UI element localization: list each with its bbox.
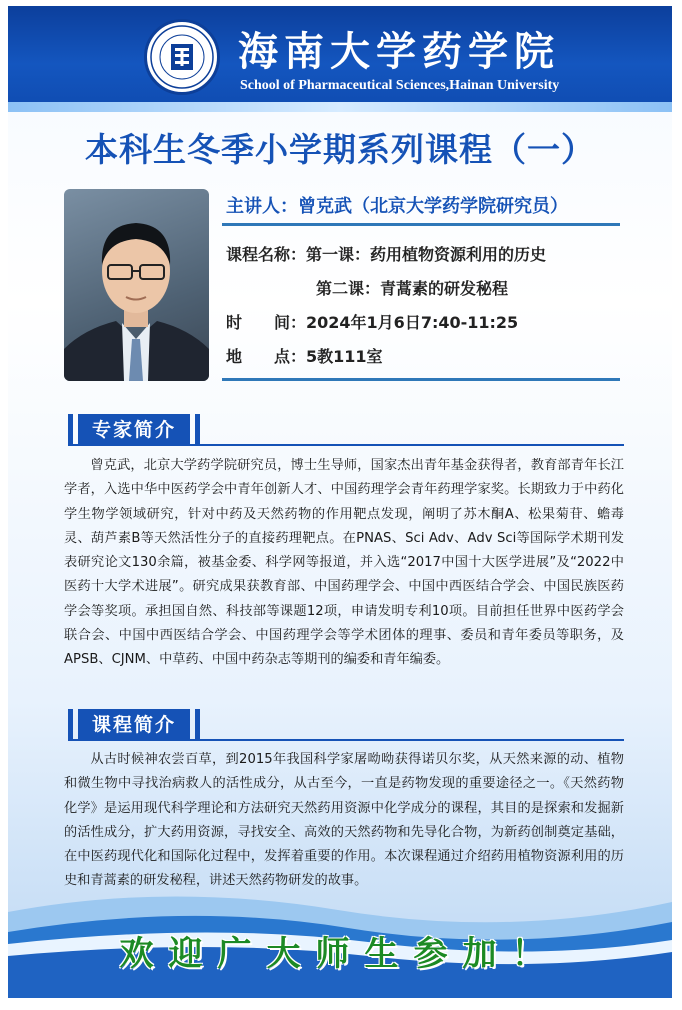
time-label: 时 间： xyxy=(226,313,307,332)
course-heading-line xyxy=(72,739,624,741)
course-name-row xyxy=(226,242,546,265)
expert-heading: 专家简介 xyxy=(78,414,190,446)
time-row xyxy=(226,310,518,333)
university-logo xyxy=(144,19,220,95)
expert-bio: 曾克武，北京大学药学院研究员，博士生导师，国家杰出青年基金获得者，教育部青年长江学者，入选中华中医药学会中青年创新人才、中国药理学会青年药理学家奖。长期致力于中药化学生物学领域研究，针对中药及天然药物的作用靶点发现，阐明了苏木酮A、松果菊苷、蟾毒灵、葫芦素B等天然活性分子的直接药理靶点。在PNAS、Sci Adv、Adv Sci等国际学术期刊发表研究论文130余篇，被基金委、科学网等报道，并入选“2017中国十大医学进展”及“2022中医药十大学术进展”。研究成果获教育部、中国药理学会、中国中西医结合学会、中国民族医药学会等奖项。承担国自然、科技部等课题12项，申请发明专利10项。目前担任世界中医药学会联合会、中国中西医结合学会、中国药理学会等学术团体的理事、委员和青年委员等职务，及APSB、CJNM、中草药、中国中药杂志等期刊的编委和青年编委。 xyxy=(64,458,624,668)
expert-heading-line xyxy=(72,444,624,446)
place-row xyxy=(226,344,383,367)
speaker-divider xyxy=(222,223,620,226)
course-heading: 课程简介 xyxy=(78,709,190,741)
lesson-2-row xyxy=(316,276,508,299)
lesson-1: 第一课：药用植物资源利用的历史 xyxy=(306,245,547,264)
course-description: 从古时候神农尝百草，到2015年我国科学家屠呦呦获得诺贝尔奖，从天然来源的动、植物和微生物中寻找治病救人的活性成分，从古至今，一直是药物发现的重要途径之一。《天然药物化学》是运用现代科学理论和方法研究天然药用资源中化学成分的课程，其目的是探索和发掘新的活性成分，扩大药用资源，寻找安全、高效的天然药物和先导化合物，为新药创制奠定基础，在中医药现代化和国际化过程中，发挥着重要的作用。本次课程通过介绍药用植物资源利用的历史和青蒿素的研发秘程，讲述天然药物研发的故事。 xyxy=(64,752,624,889)
welcome-banner: 欢迎广大师生参加！ xyxy=(119,934,561,974)
header-title: 海南大学药学院 xyxy=(238,28,560,75)
page-title: 本科生冬季小学期系列课程（一） xyxy=(85,130,595,169)
poster xyxy=(8,6,672,998)
header-banner xyxy=(8,6,672,112)
header-subtitle: School of Pharmaceutical Sciences,Hainan University xyxy=(240,78,560,93)
speaker-name: 主讲人：曾克武（北京大学药学院研究员） xyxy=(226,196,568,217)
place-value: 5教111室 xyxy=(306,347,383,366)
speaker-photo xyxy=(64,189,209,381)
time-value: 2024年1月6日7:40-11:25 xyxy=(306,313,519,332)
place-label: 地 点： xyxy=(226,347,307,366)
speaker-portrait-icon xyxy=(64,189,209,381)
lesson-2: 第二课：青蒿素的研发秘程 xyxy=(316,279,509,298)
course-name-label: 课程名称： xyxy=(226,245,307,264)
university-seal-icon xyxy=(147,22,217,92)
info-divider xyxy=(222,378,620,381)
